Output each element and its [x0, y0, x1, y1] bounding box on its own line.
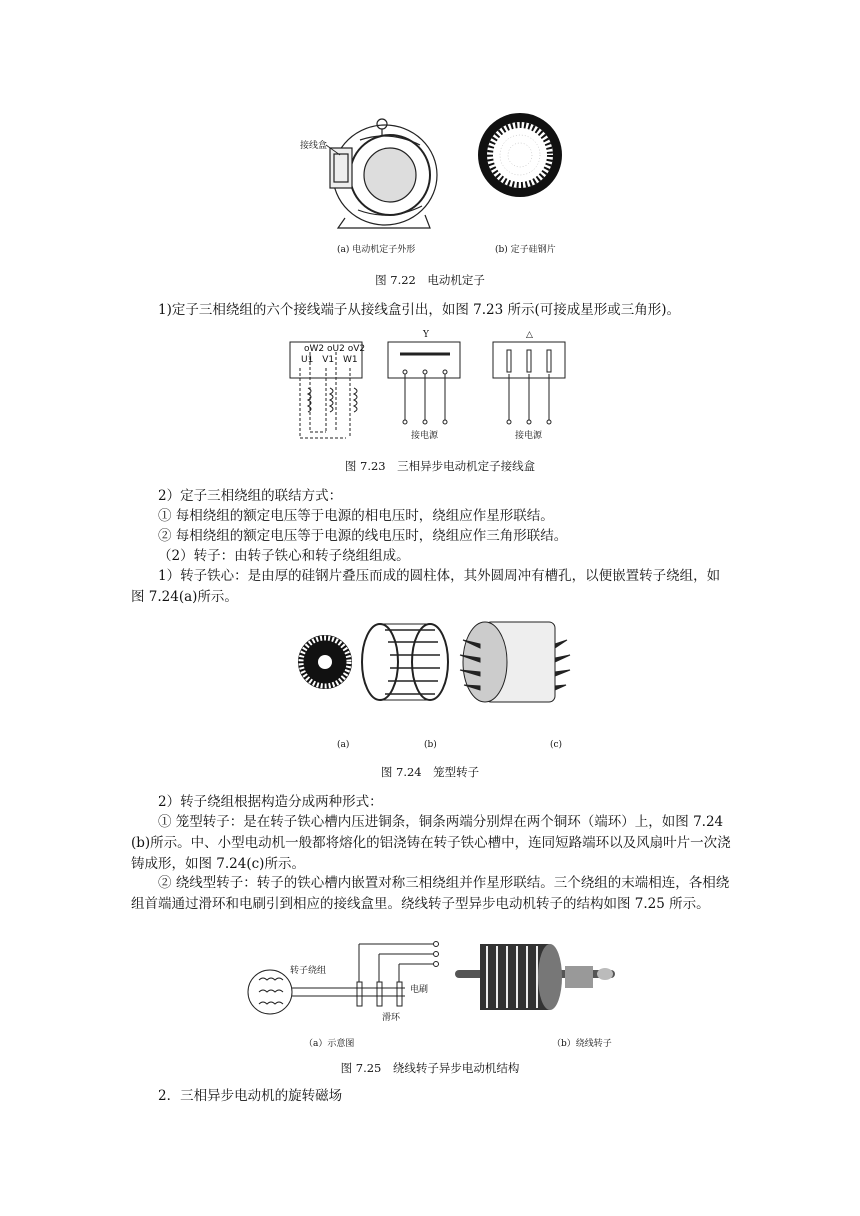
figure-7-24-image — [280, 610, 590, 715]
terminal-u1: U1 — [301, 355, 314, 365]
stator-lamination-drawing — [478, 113, 562, 197]
fig725-sub-b: （b）绕线转子 — [552, 1039, 612, 1049]
label-junction-box: 接线盒 — [300, 141, 328, 151]
paragraph-4: ② 每相绕组的额定电压等于电源的线电压时，绕组应作三角形联结。 — [158, 528, 568, 544]
fig722-caption: 图 7.22 电动机定子 — [375, 273, 485, 287]
fig723-caption: 图 7.23 三相异步电动机定子接线盒 — [344, 459, 536, 473]
fig724-caption: 图 7.24 笼型转子 — [380, 765, 480, 779]
terminal-top-row — [304, 344, 365, 354]
motor-stator-drawing — [330, 119, 437, 228]
fig724-sub-c: (c) — [550, 740, 563, 750]
fig725-sub-a: （a）示意图 — [304, 1039, 355, 1049]
paragraph-6: 1）转子铁心：是由厚的硅钢片叠压而成的圆柱体，其外圆周冲有槽孔，以便嵌置转子绕组，如图 7.24(a)所示。 — [131, 568, 721, 605]
fig722-sub-b: (b) 定子硅钢片 — [495, 245, 556, 255]
rotor-core-drawing — [298, 635, 352, 689]
power-label-star: 接电源 — [411, 431, 439, 441]
figure-7-25-image — [245, 940, 625, 1030]
terminal-v1: V1 — [322, 355, 335, 365]
wound-rotor-drawing — [455, 944, 615, 1010]
paragraph-3: ① 每相绕组的额定电压等于电源的相电压时，绕组应作星形联结。 — [158, 508, 554, 524]
fig724-sub-b: (b) — [424, 740, 437, 750]
power-label-delta: 接电源 — [515, 431, 543, 441]
terminal-v2: oV2 — [347, 344, 366, 354]
terminal-u2: oU2 — [327, 344, 345, 354]
paragraph-8: ① 笼型转子：是在转子铁心槽内压进铜条，铜条两端分别焊在两个铜环（端环）上，如图 7.24 (b)所示。中、小型电动机一般都将熔化的铝浇铸在转子铁心槽中，连同短路端环以及风扇叶片一次浇铸成形，如图 7.24(c)所示。 — [131, 814, 731, 872]
figure-7-22-image — [290, 110, 590, 260]
fig722-sub-a: (a) 电动机定子外形 — [337, 245, 416, 255]
terminal-w2: oW2 — [304, 344, 325, 354]
squirrel-cage-drawing — [362, 624, 448, 700]
delta-symbol: △ — [526, 330, 533, 340]
paragraph-7: 2）转子绕组根据构造分成两种形式： — [158, 794, 383, 810]
paragraph-1: 1)定子三相绕组的六个接线端子从接线盒引出，如图 7.23 所示(可接成星形或三角形)。 — [158, 302, 681, 318]
label-slip-ring: 滑环 — [382, 1013, 401, 1023]
section-heading-rotating-field: 2．三相异步电动机的旋转磁场 — [158, 1088, 343, 1104]
paragraph-9: ② 绕线型转子：转子的铁心槽内嵌置对称三相绕组并作星形联结。三个绕组的末端相连，各相绕组首端通过滑环和电刷引到相应的接线盒里。绕线转子型异步电动机转子的结构如图 7.25 所示。 — [131, 875, 730, 912]
label-brush: 电刷 — [410, 985, 429, 995]
fig725-caption: 图 7.25 绕线转子异步电动机结构 — [340, 1061, 520, 1075]
terminal-bottom-row — [301, 355, 358, 365]
fig724-sub-a: (a) — [337, 740, 350, 750]
paragraph-2: 2）定子三相绕组的联结方式： — [158, 488, 343, 504]
star-symbol: Y — [423, 330, 429, 340]
paragraph-5: （2）转子：由转子铁心和转子绕组组成。 — [158, 548, 410, 564]
terminal-w1: W1 — [342, 355, 358, 365]
cast-rotor-drawing — [460, 622, 570, 702]
label-rotor-winding: 转子绕组 — [290, 966, 327, 976]
